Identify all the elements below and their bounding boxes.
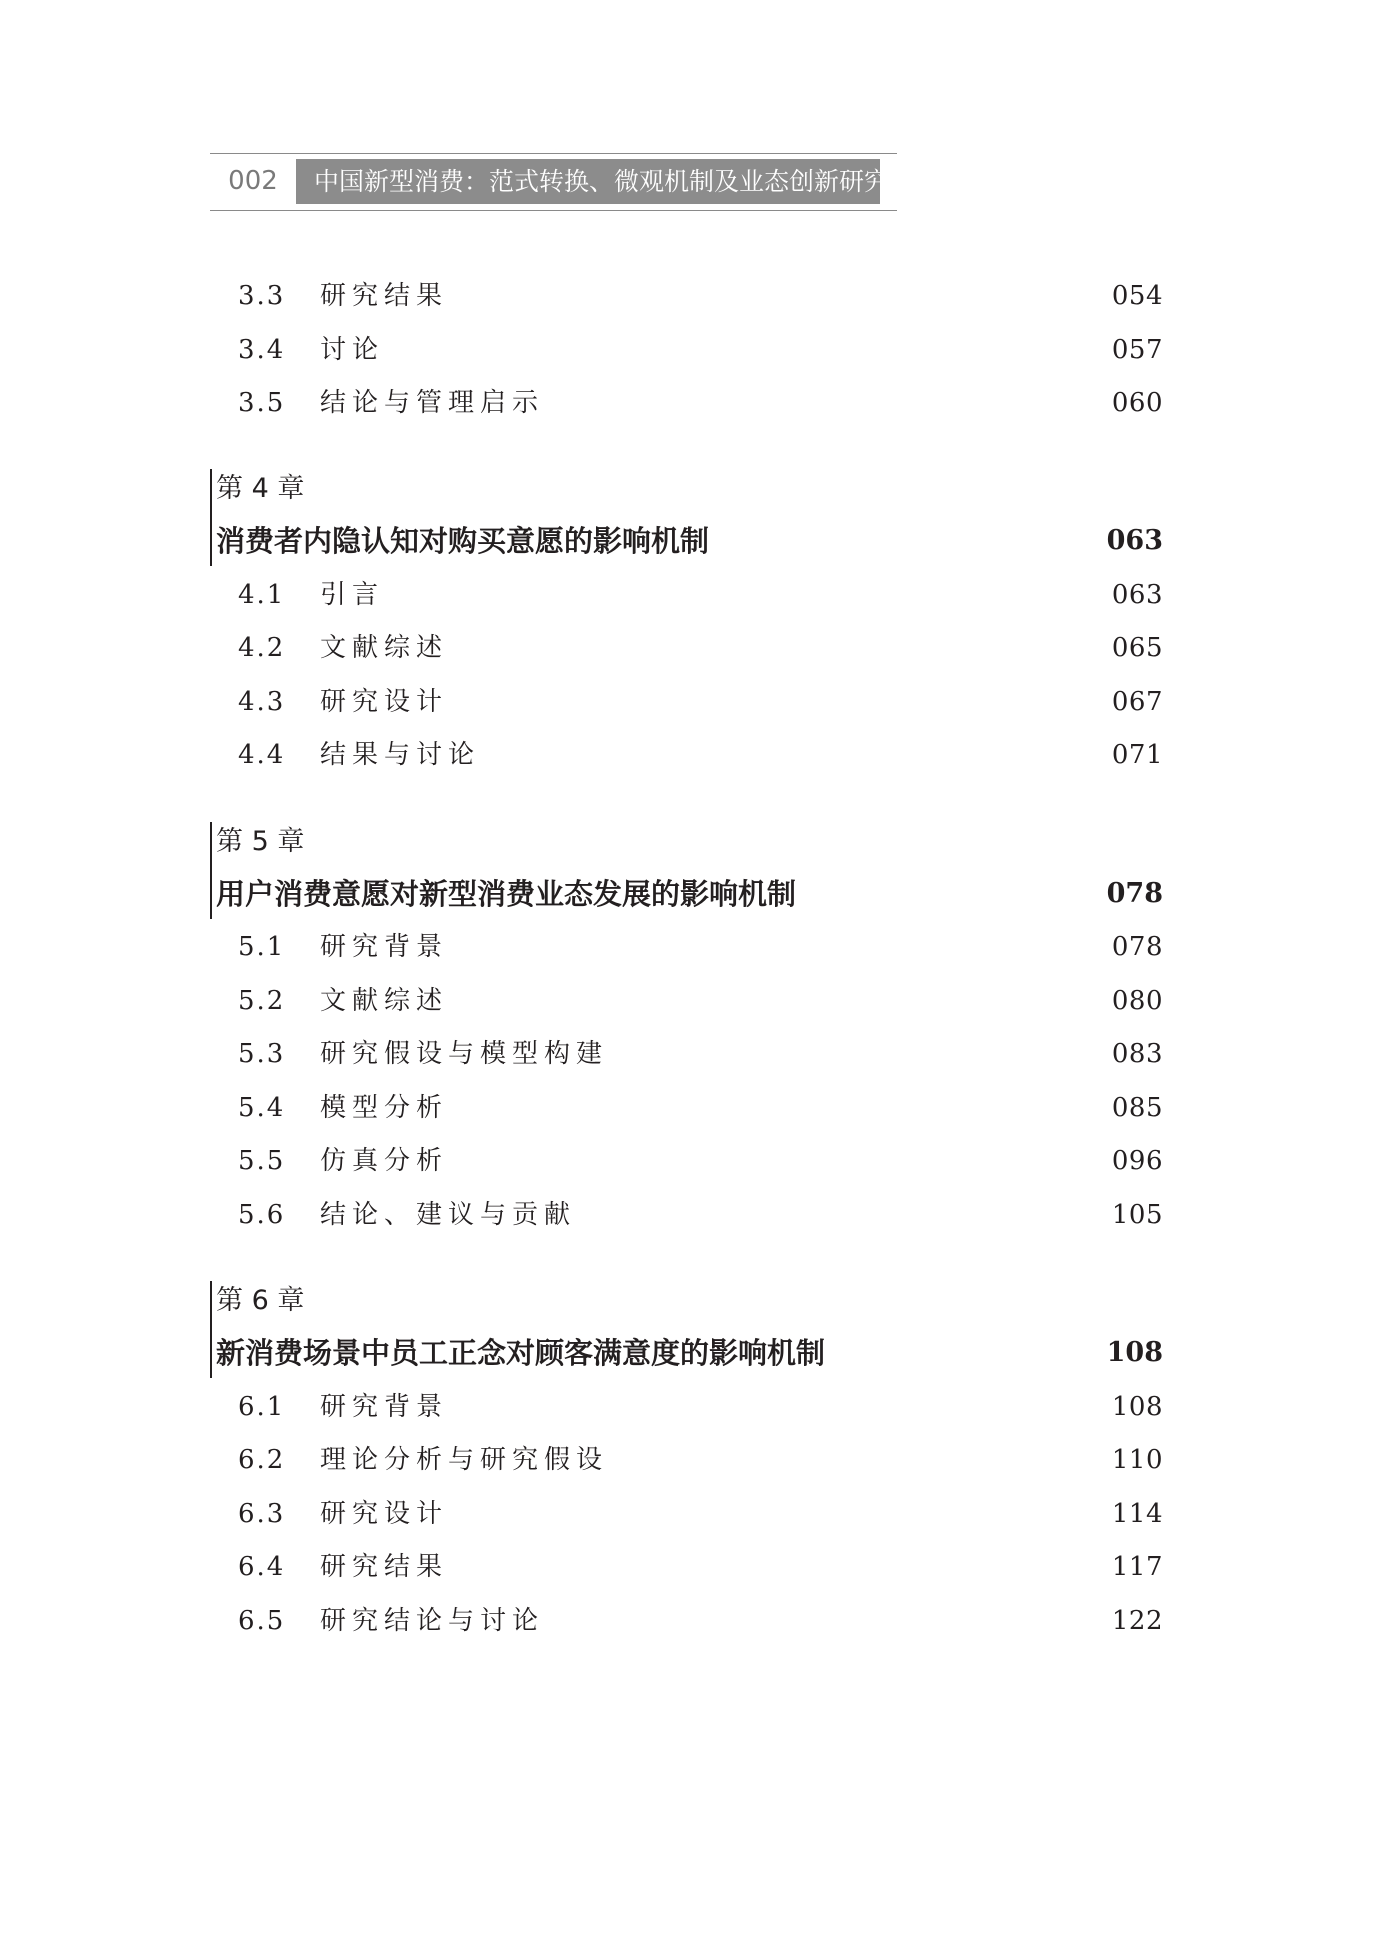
toc-entry-6-1[interactable]: [238, 1387, 1163, 1427]
toc-entry-5-3[interactable]: [238, 1034, 1163, 1074]
section-number: 6.4: [238, 1552, 286, 1582]
section-title: 研究结果: [320, 1552, 449, 1582]
chapter-page: 063: [1106, 525, 1163, 556]
section-number: 5.3: [238, 1039, 286, 1069]
section-title: 仿真分析: [320, 1146, 449, 1176]
section-title: 结论与管理启示: [320, 388, 545, 418]
toc-entry-6-5[interactable]: [238, 1601, 1163, 1641]
section-page: 080: [1111, 986, 1163, 1016]
chapter-bar: [210, 1281, 212, 1378]
chapter-bar: [210, 469, 212, 566]
header-book-title: 中国新型消费：范式转换、微观机制及业态创新研究: [314, 167, 890, 196]
section-title: 结果与讨论: [320, 740, 481, 770]
section-title: 研究假设与模型构建: [320, 1039, 609, 1069]
chapter-label: 第 6 章: [216, 1285, 305, 1316]
section-title: 研究背景: [320, 1392, 449, 1422]
section-page: 110: [1111, 1445, 1163, 1475]
section-number: 3.3: [238, 281, 286, 311]
toc-entry-5-6[interactable]: [238, 1195, 1163, 1235]
section-page: 057: [1111, 335, 1163, 365]
section-title: 研究结果: [320, 281, 449, 311]
toc-entry-5-4[interactable]: [238, 1088, 1163, 1128]
toc-entry-3-5[interactable]: [238, 383, 1163, 423]
section-title: 研究设计: [320, 687, 449, 717]
section-number: 6.3: [238, 1499, 286, 1529]
section-number: 4.1: [238, 580, 286, 610]
chapter-page: 078: [1106, 878, 1163, 909]
toc-entry-3-4[interactable]: [238, 330, 1163, 370]
section-title: 讨论: [320, 335, 385, 365]
section-page: 083: [1111, 1039, 1163, 1069]
section-page: 067: [1111, 687, 1163, 717]
section-number: 5.1: [238, 932, 286, 962]
toc-entry-5-2[interactable]: [238, 981, 1163, 1021]
section-page: 054: [1111, 281, 1163, 311]
section-number: 4.4: [238, 740, 286, 770]
section-title: 模型分析: [320, 1093, 449, 1123]
toc-entry-4-3[interactable]: [238, 682, 1163, 722]
toc-entry-4-2[interactable]: [238, 628, 1163, 668]
chapter-label: 第 5 章: [216, 826, 305, 857]
section-page: 096: [1111, 1146, 1163, 1176]
section-title: 文献综述: [320, 633, 449, 663]
section-number: 6.5: [238, 1606, 286, 1636]
chapter-label: 第 4 章: [216, 473, 305, 504]
chapter-page: 108: [1106, 1337, 1163, 1368]
toc-entry-6-3[interactable]: [238, 1494, 1163, 1534]
section-number: 6.2: [238, 1445, 286, 1475]
toc-entry-4-1[interactable]: [238, 575, 1163, 615]
toc-entry-5-1[interactable]: [238, 927, 1163, 967]
section-number: 5.4: [238, 1093, 286, 1123]
header-page-number: 002: [228, 166, 278, 196]
toc-entry-5-5[interactable]: [238, 1141, 1163, 1181]
section-title: 研究设计: [320, 1499, 449, 1529]
toc-entry-6-2[interactable]: [238, 1440, 1163, 1480]
toc-chapter-5[interactable]: [210, 822, 1163, 919]
section-page: 108: [1111, 1392, 1163, 1422]
section-title: 研究背景: [320, 932, 449, 962]
section-page: 071: [1111, 740, 1163, 770]
toc-chapter-4[interactable]: [210, 469, 1163, 566]
chapter-title: 消费者内隐认知对购买意愿的影响机制: [216, 524, 710, 558]
section-page: 114: [1111, 1499, 1163, 1529]
section-title: 引言: [320, 580, 385, 610]
section-number: 5.5: [238, 1146, 286, 1176]
toc-entry-6-4[interactable]: [238, 1547, 1163, 1587]
toc-chapter-6[interactable]: [210, 1281, 1163, 1378]
section-page: 122: [1111, 1606, 1163, 1636]
section-page: 060: [1111, 388, 1163, 418]
section-page: 063: [1111, 580, 1163, 610]
toc-entry-3-3[interactable]: [238, 276, 1163, 316]
section-title: 文献综述: [320, 986, 449, 1016]
section-number: 3.5: [238, 388, 286, 418]
section-number: 4.2: [238, 633, 286, 663]
chapter-title: 新消费场景中员工正念对顾客满意度的影响机制: [216, 1336, 826, 1370]
section-title: 理论分析与研究假设: [320, 1445, 609, 1475]
chapter-title: 用户消费意愿对新型消费业态发展的影响机制: [216, 877, 797, 911]
section-number: 5.2: [238, 986, 286, 1016]
toc-entry-4-4[interactable]: [238, 735, 1163, 775]
section-page: 078: [1111, 932, 1163, 962]
section-title: 研究结论与讨论: [320, 1606, 545, 1636]
section-page: 117: [1111, 1552, 1163, 1582]
section-page: 105: [1111, 1200, 1163, 1230]
section-page: 085: [1111, 1093, 1163, 1123]
chapter-bar: [210, 822, 212, 919]
section-number: 4.3: [238, 687, 286, 717]
section-number: 5.6: [238, 1200, 286, 1230]
section-number: 3.4: [238, 335, 286, 365]
section-page: 065: [1111, 633, 1163, 663]
section-title: 结论、建议与贡献: [320, 1200, 577, 1230]
section-number: 6.1: [238, 1392, 286, 1422]
